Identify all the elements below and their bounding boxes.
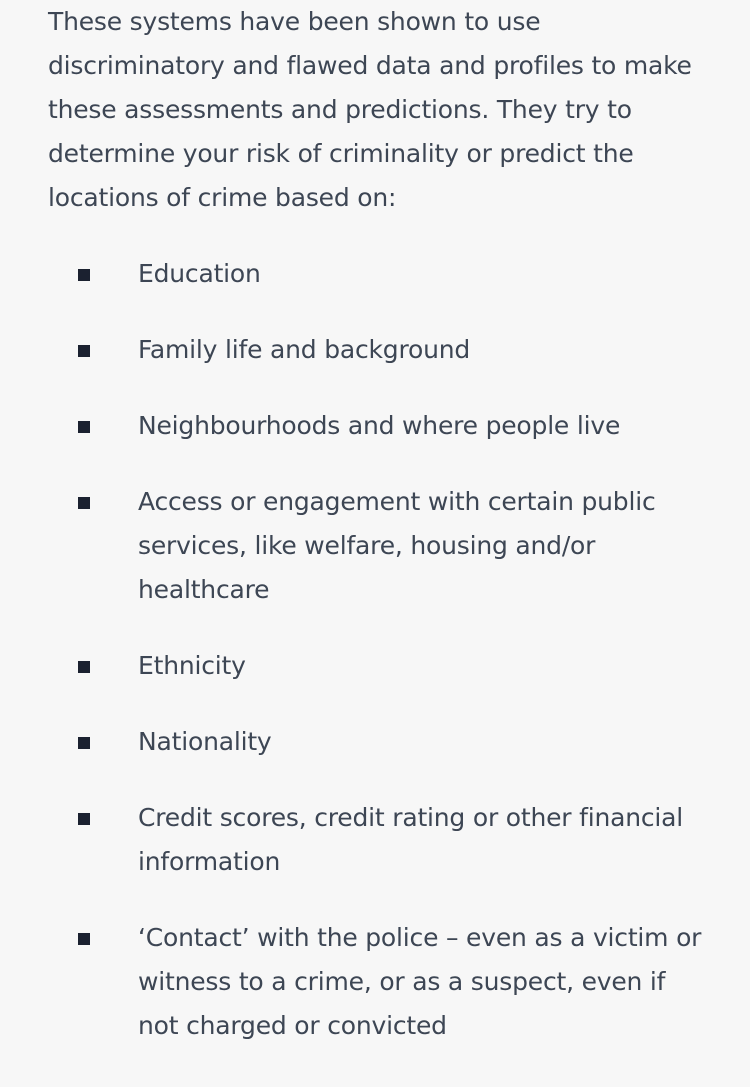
list-item-text: Nationality — [138, 727, 272, 756]
square-bullet-icon — [78, 933, 90, 945]
list-item — [48, 796, 708, 884]
list-item — [48, 720, 708, 764]
list-item-text: Education — [138, 259, 261, 288]
square-bullet-icon — [78, 497, 90, 509]
square-bullet-icon — [78, 269, 90, 281]
list-item-text: Ethnicity — [138, 651, 246, 680]
list-item — [48, 916, 708, 1048]
list-item — [48, 404, 708, 448]
square-bullet-icon — [78, 661, 90, 673]
square-bullet-icon — [78, 421, 90, 433]
list-item-text: ‘Contact’ with the police – even as a victim or witness to a crime, or as a suspect, even if not charged or convicted — [138, 923, 702, 1040]
list-item — [48, 480, 708, 612]
list-item — [48, 252, 708, 296]
square-bullet-icon — [78, 737, 90, 749]
list-item-text: Access or engagement with certain public services, like welfare, housing and/or healthcare — [138, 487, 656, 604]
list-item-text: Family life and background — [138, 335, 471, 364]
criteria-list — [48, 252, 708, 1080]
square-bullet-icon — [78, 813, 90, 825]
list-item — [48, 644, 708, 688]
list-item — [48, 328, 708, 372]
list-item-text: Credit scores, credit rating or other financial information — [138, 803, 684, 876]
square-bullet-icon — [78, 345, 90, 357]
article-content — [48, 0, 708, 1040]
list-item-text: Neighbourhoods and where people live — [138, 411, 621, 440]
intro-paragraph: These systems have been shown to use discriminatory and flawed data and profiles to make these assessments and predictions. They try to determine your risk of criminality or predict the locations of crime based on: — [48, 7, 692, 212]
